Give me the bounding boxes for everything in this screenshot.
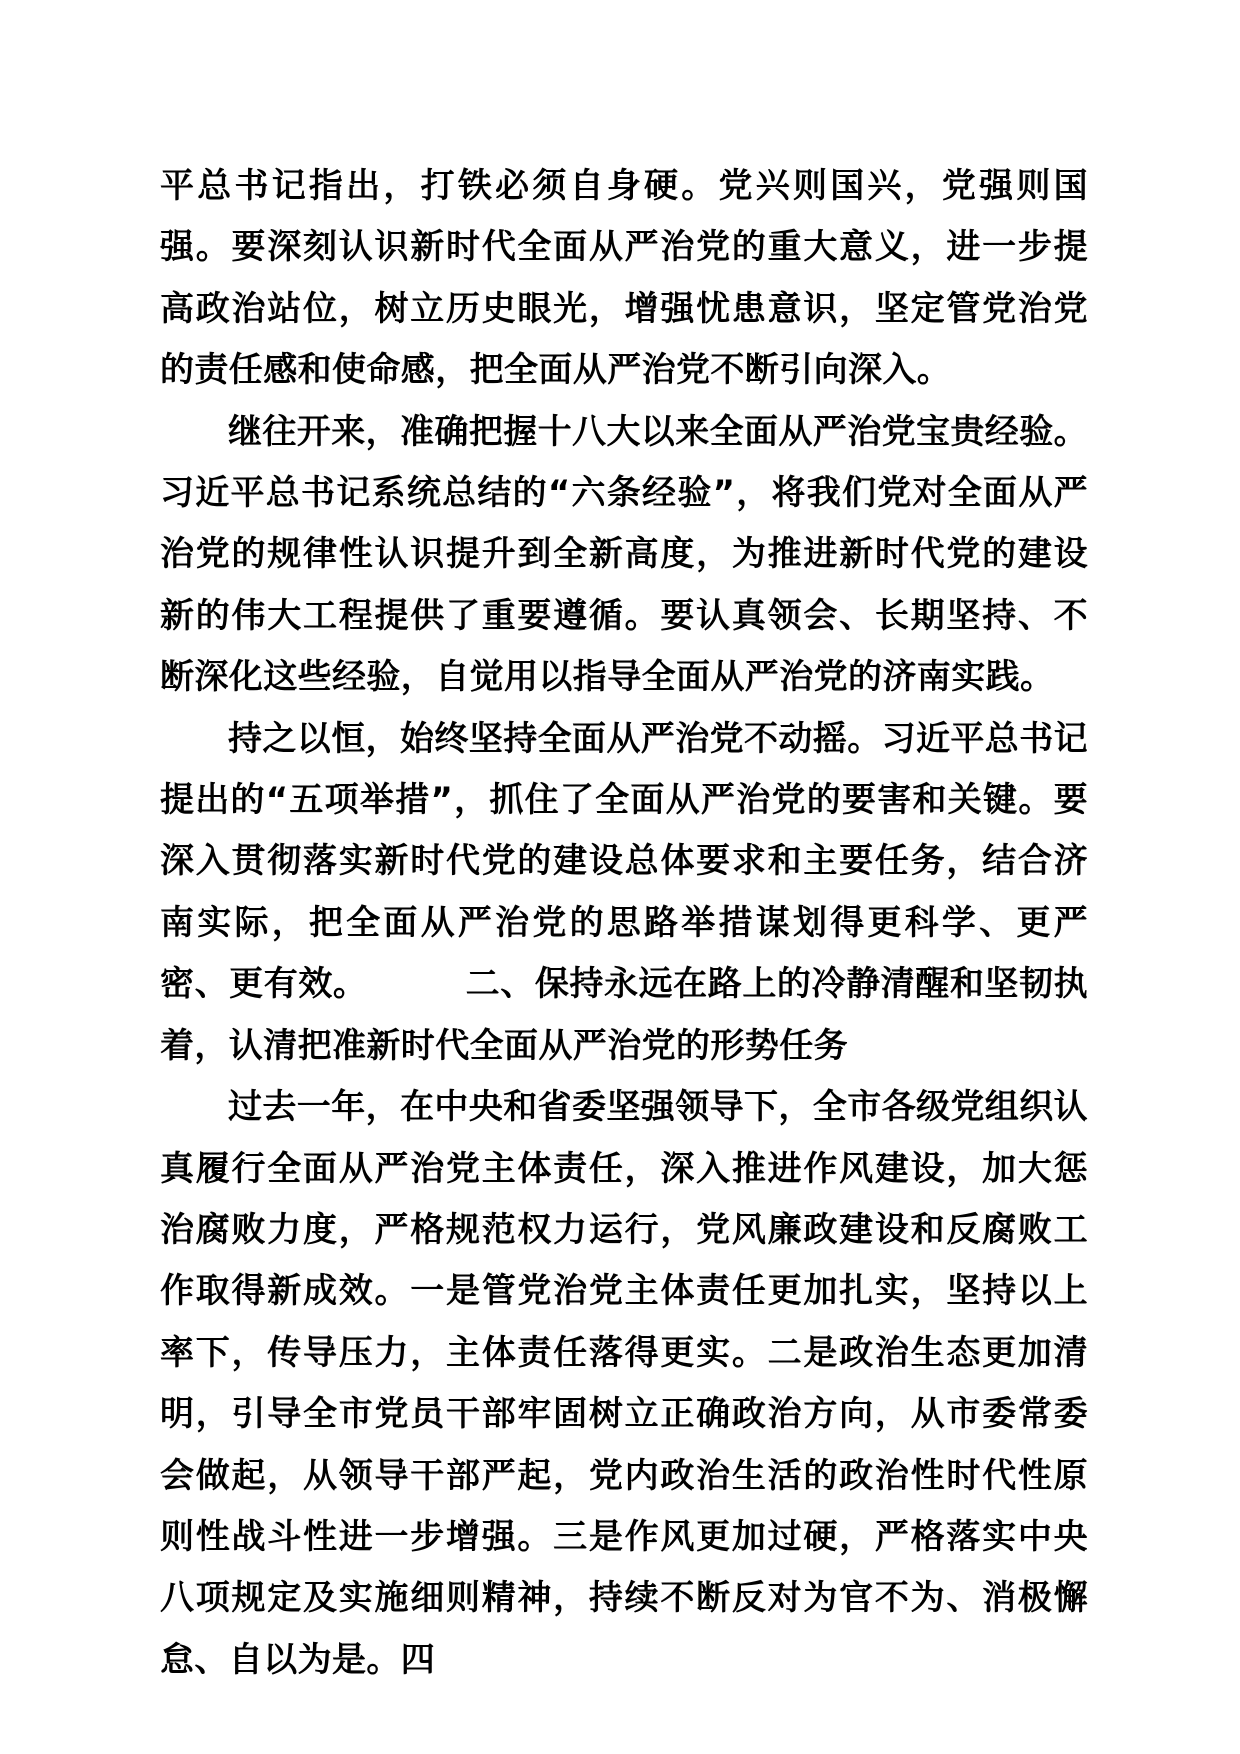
section-heading: 二、保持永远在路上的冷静清醒和坚韧执着，认清把准新时代全面从严治党的形势任务 [160, 964, 1088, 1066]
document-body [160, 156, 1088, 1691]
paragraph-4-text: 过去一年，在中央和省委坚强领导下，全市各级党组织认真履行全面从严治党主体责任，深入推进作风建设，加大惩治腐败力度，严格规范权力运行，党风廉政建设和反腐败工作取得新成效。一是管党治党主体责任更加扎实，坚持以上率下，传导压力，主体责任落得更实。二是政治生态更加清明，引导全市党员干部牢固树立正确政治方向，从市委常委会做起，从领导干部严起，党内政治生活的政治性时代性原则性战斗性进一步增强。三是作风更加过硬，严格落实中央八项规定及实施细则精神，持续不断反对为官不为、消极懈怠、自以为是。四 [160, 1087, 1088, 1680]
paragraph-4 [160, 1077, 1088, 1691]
paragraph-2 [160, 402, 1088, 709]
paragraph-2-text: 继往开来，准确把握十八大以来全面从严治党宝贵经验。习近平总书记系统总结的“六条经验”，将我们党对全面从严治党的规律性认识提升到全新高度，为推进新时代党的建设新的伟大工程提供了重要遵循。要认真领会、长期坚持、不断深化这些经验，自觉用以指导全面从严治党的济南实践。 [160, 411, 1088, 698]
paragraph-1-text: 平总书记指出，打铁必须自身硬。党兴则国兴，党强则国强。要深刻认识新时代全面从严治党的重大意义，进一步提高政治站位，树立历史眼光，增强忧患意识，坚定管党治党的责任感和使命感，把全面从严治党不断引向深入。 [160, 166, 1088, 391]
paragraph-1 [160, 156, 1088, 402]
paragraph-3-text: 持之以恒，始终坚持全面从严治党不动摇。习近平总书记提出的“五项举措”，抓住了全面从严治党的要害和关键。要深入贯彻落实新时代党的建设总体要求和主要任务，结合济南实际，把全面从严治党的思路举措谋划得更科学、更严密、更有效。 [160, 718, 1088, 1005]
paragraph-3 [160, 709, 1088, 1077]
